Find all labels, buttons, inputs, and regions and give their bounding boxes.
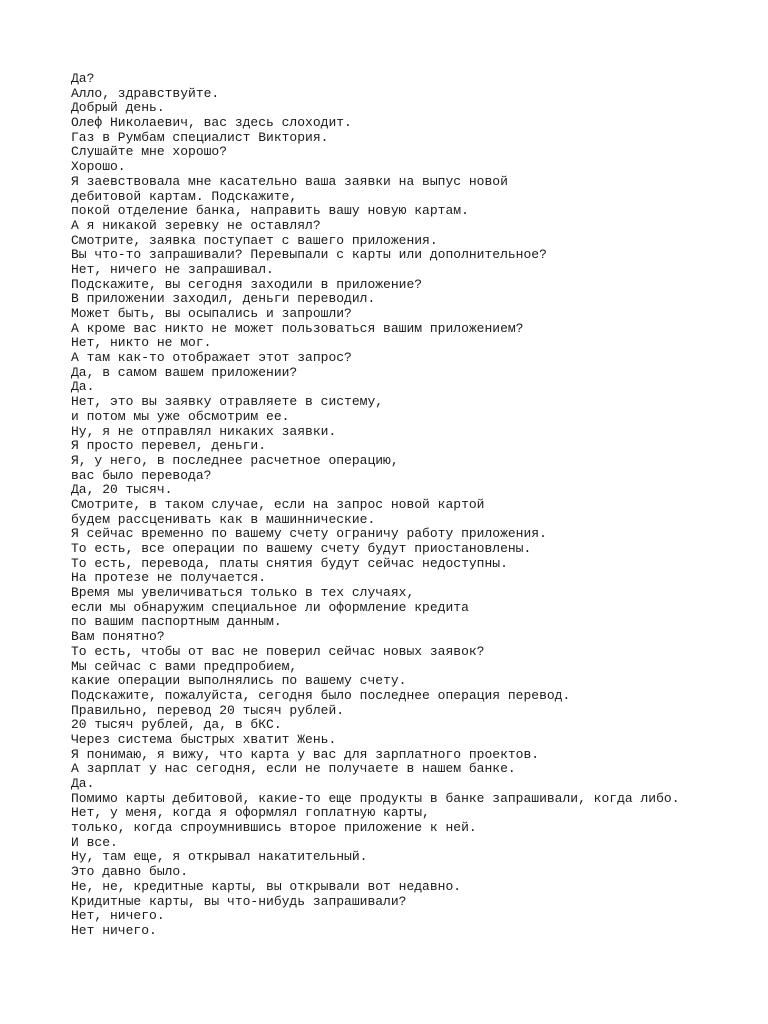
transcript-line: если мы обнаружим специальное ли оформление кредита [71,599,469,615]
transcript-line: То есть, перевода, платы снятия будут сейчас недоступны. [71,555,508,571]
transcript-line: по вашим паспортным данным. [71,614,282,630]
transcript-line: Да, 20 тысяч. [71,482,173,498]
transcript-body [71,72,731,939]
transcript-line: То есть, все операции по вашему счету будут приостановлены. [71,541,532,556]
transcript-line: какие операции выполнялись по вашему счету. [71,673,407,689]
transcript-line: будем рассценивать как в машиннические. [71,511,376,527]
transcript-line: Это давно было. [71,864,189,880]
transcript-line: Слушайте мне хорошо? [71,144,228,160]
transcript-line: Нет, ничего не запрашивал. [71,261,274,277]
transcript-line: Нет ничего. [71,922,157,938]
transcript-line: только, когда спроумнившись второе приложение к ней. [71,820,477,836]
transcript-line: А я никакой зеревку не оставлял? [71,217,321,233]
transcript-line: В приложении заходил, деньги переводил. [71,291,376,307]
transcript-line: Правильно, перевод 20 тысяч рублей. [71,702,345,718]
transcript-line: Нет, у меня, когда я оформлял гоплатную карты, [71,805,430,821]
transcript-line: Смотрите, заявка поступает с вашего приложения. [71,232,438,248]
transcript-line: 20 тысяч рублей, да, в бКС. [71,717,282,733]
transcript-line: То есть, чтобы от вас не поверил сейчас новых заявок? [71,643,485,659]
transcript-line: Хорошо. [71,159,126,175]
transcript-line: И все. [71,834,118,850]
transcript-line: Добрый день. [71,100,165,116]
transcript-line: А кроме вас никто не может пользоваться вашим приложением? [71,320,524,336]
transcript-line: А зарплат у нас сегодня, если не получаете в нашем банке. [71,761,516,777]
transcript-line: Я, у него, в последнее расчетное операцию, [71,452,399,468]
transcript-line: Я просто перевел, деньги. [71,438,267,454]
transcript-line: Олеф Николаевич, вас здесь слоходит. [71,115,352,131]
transcript-line: Я заевствовала мне касательно ваша заявки на выпус новой [71,173,508,189]
transcript-line: Я сейчас временно по вашему счету ограничу работу приложения. [71,526,547,542]
transcript-line: Да. [71,379,95,395]
transcript-line: Подскажите, вы сегодня заходили в приложение? [71,276,423,292]
transcript-line: Да. [71,776,95,791]
transcript-line: Смотрите, в таком случае, если на запрос новой картой [71,496,485,512]
transcript-line: Ну, я не отправлял никаких заявки. [71,423,337,439]
transcript-line: и потом мы уже обсмотрим ее. [71,408,290,424]
transcript-line: Я понимаю, я вижу, что карта у вас для зарплатного проектов. [71,746,540,762]
transcript-line: Мы сейчас с вами предпробием, [71,658,298,674]
transcript-line: Нет, это вы заявку отравляете в систему, [71,394,384,410]
transcript-line: Ну, там еще, я открывал накатительный. [71,849,368,865]
transcript-line: Газ в Румбам специалист Виктория. [71,129,329,145]
transcript-line: Вам понятно? [71,629,165,645]
transcript-line: вас было перевода? [71,467,212,483]
transcript-line: На протезе не получается. [71,570,267,586]
transcript-line: Кридитные карты, вы что-нибудь запрашивали? [71,893,407,909]
transcript-line: Да? [71,71,95,86]
transcript-line: покой отделение банка, направить вашу новую картам. [71,203,469,219]
transcript-line: дебитовой картам. Подскажите, [71,188,298,204]
transcript-line: Нет, никто не мог. [71,335,212,351]
transcript-line: А там как-то отображает этот запрос? [71,350,352,366]
transcript-line: Время мы увеличиваться только в тех случаях, [71,585,415,601]
transcript-line: Нет, ничего. [71,908,165,924]
transcript-line: Через система быстрых хватит Жень. [71,731,337,747]
transcript-line: Подскажите, пожалуйста, сегодня было последнее операция перевод. [71,687,571,703]
transcript-line: Может быть, вы осыпались и запрошли? [71,306,352,321]
transcript-line: Вы что-то запрашивали? Перевыпали с карты или дополнительное? [71,247,547,263]
transcript-line: Не, не, кредитные карты, вы открывали вот недавно. [71,878,462,894]
transcript-line: Помимо карты дебитовой, какие-то еще продукты в банке запрашивали, когда либо. [71,790,680,806]
transcript-line: Да, в самом вашем приложении? [71,364,298,380]
transcript-line: Алло, здравствуйте. [71,85,220,101]
